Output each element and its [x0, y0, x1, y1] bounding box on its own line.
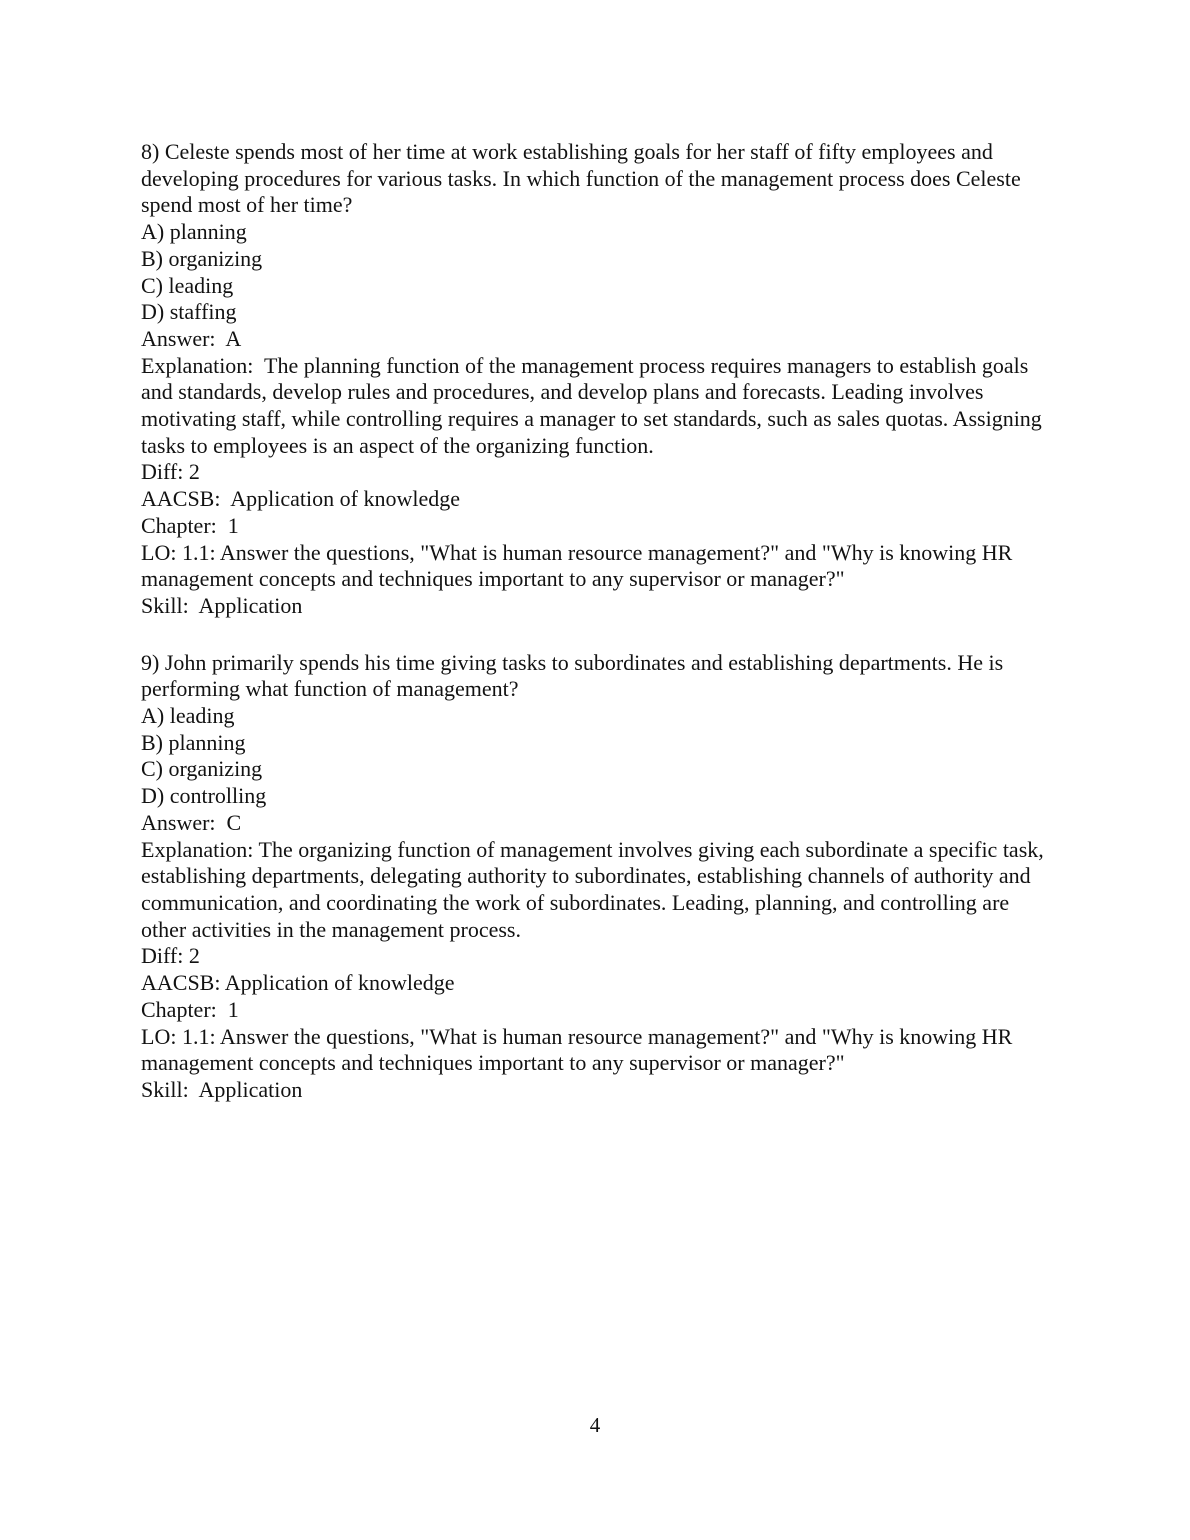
question-block-9 — [141, 650, 1057, 1104]
lo-line: LO: 1.1: Answer the questions, "What is human resource management?" and "Why is knowing HR management concepts and techniques important to any supervisor or manager?" — [141, 1023, 1018, 1076]
choice-d: D) staffing — [141, 299, 237, 325]
chapter-line: Chapter: 1 — [141, 512, 239, 538]
choice-b: B) planning — [141, 729, 246, 755]
answer-line: Answer: A — [141, 325, 242, 351]
aacsb-line: AACSB: Application of knowledge — [141, 486, 460, 512]
choice-a: A) planning — [141, 219, 247, 245]
question-stem: 9) John primarily spends his time giving tasks to subordinates and establishing departments. He is performing what function of management? — [141, 649, 1009, 702]
page-number: 4 — [589, 1413, 601, 1437]
choice-a: A) leading — [141, 703, 235, 729]
page-content — [141, 139, 1057, 1104]
skill-line: Skill: Application — [141, 592, 303, 618]
aacsb-line: AACSB: Application of knowledge — [141, 970, 455, 996]
diff-line: Diff: 2 — [141, 943, 200, 969]
choice-d: D) controlling — [141, 783, 267, 809]
question-block-8 — [141, 139, 1057, 620]
choice-c: C) leading — [141, 272, 234, 298]
choice-c: C) organizing — [141, 756, 263, 782]
diff-line: Diff: 2 — [141, 459, 200, 485]
chapter-line: Chapter: 1 — [141, 996, 239, 1022]
question-stem: 8) Celeste spends most of her time at work establishing goals for her staff of fifty employees and developing procedures for various tasks. In which function of the management process does Celeste spend most of her time? — [141, 139, 1027, 218]
choice-b: B) organizing — [141, 245, 263, 271]
explanation-line: Explanation: The organizing function of management involves giving each subordinate a specific task, establishing departments, delegating authority to subordinates, establishing channels of authority and communication, and coordinating the work of subordinates. Leading, planning, and controlling are other activities in the management process. — [141, 836, 1050, 942]
skill-line: Skill: Application — [141, 1076, 303, 1102]
explanation-line: Explanation: The planning function of the management process requires managers to establish goals and standards, develop rules and procedures, and develop plans and forecasts. Leading involves motivating staff, while controlling requires a manager to set standards, such as sales quotas. Assigning tasks to employees is an aspect of the organizing function. — [141, 352, 1048, 458]
lo-line: LO: 1.1: Answer the questions, "What is human resource management?" and "Why is knowing HR management concepts and techniques important to any supervisor or manager?" — [141, 539, 1018, 592]
answer-line: Answer: C — [141, 809, 242, 835]
